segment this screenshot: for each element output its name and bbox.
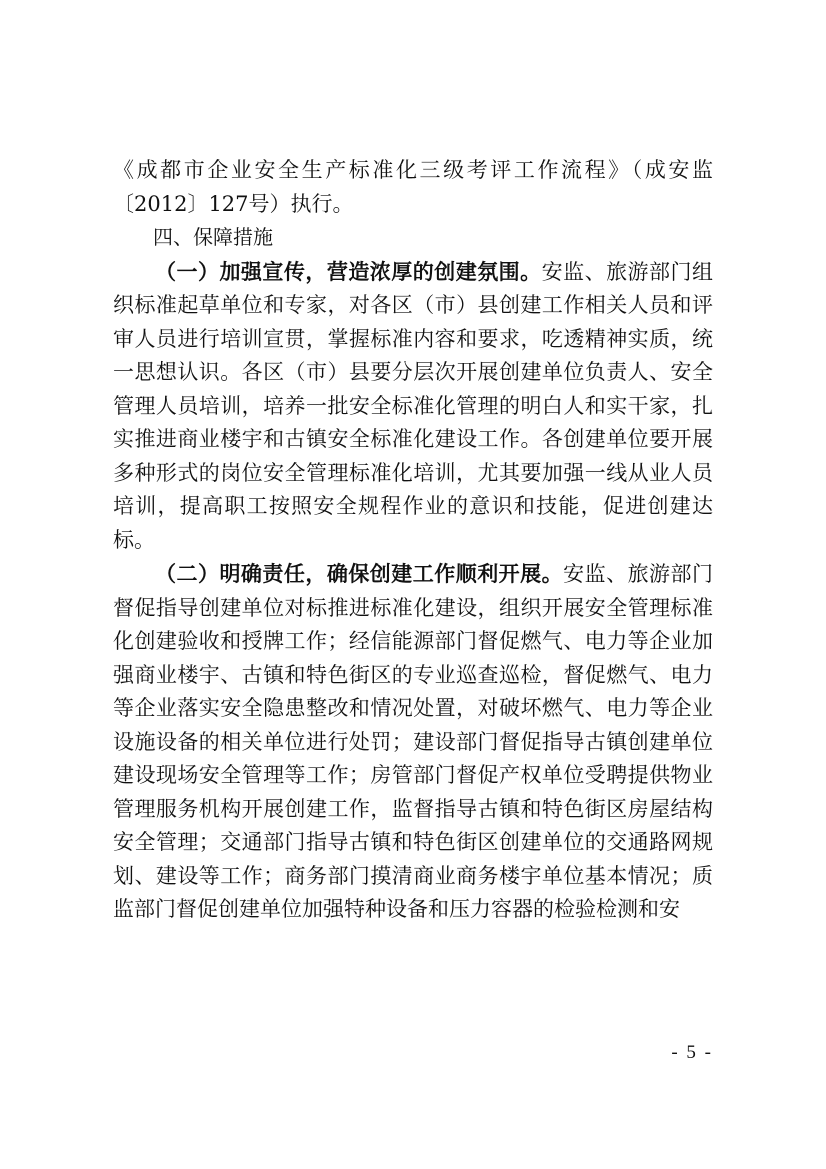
paragraph-lead: （一）加强宣传，营造浓厚的创建氛围。 [155,258,542,284]
page-number: - 5 - [671,1042,713,1063]
paragraph-publicity [113,255,713,558]
paragraph-body: 安监、旅游部门组织标准起草单位和专家，对各区（市）县创建工作相关人员和评审人员进行培训宣贯，掌握标准内容和要求，吃透精神实质，统一思想认识。各区（市）县要分层次开展创建单位负责人、安全管理人员培训，培养一批安全标准化管理的明白人和实干家，扎实推进商业楼宇和古镇安全标准化建设工作。各创建单位要开展多种形式的岗位安全管理标准化培训，尤其要加强一线从业人员培训，提高职工按照安全规程作业的意识和技能，促进创建达标。 [113,259,713,552]
paragraph-body: 安监、旅游部门督促指导创建单位对标推进标准化建设，组织开展安全管理标准化创建验收和授牌工作；经信能源部门督促燃气、电力等企业加强商业楼宇、古镇和特色街区的专业巡查巡检，督促燃气、电力等企业落实安全隐患整改和情况处置，对破坏燃气、电力等企业设施设备的相关单位进行处罚；建设部门督促指导古镇创建单位建设现场安全管理等工作；房管部门督促产权单位受聘提供物业管理服务机构开展创建工作，监督指导古镇和特色街区房屋结构安全管理；交通部门指导古镇和特色街区创建单位的交通路网规划、建设等工作；商务部门摸清商业商务楼宇单位基本情况；质监部门督促创建单位加强特种设备和压力容器的检验检测和安 [113,562,714,921]
paragraph-responsibility [113,557,713,927]
section-heading: 四、保障措施 [153,225,273,249]
continuation-paragraph: 《成都市企业安全生产标准化三级考评工作流程》（成安监〔2012〕127号）执行。 [113,158,713,216]
body-text [113,154,713,927]
paragraph-lead: （二）明确责任，确保创建工作顺利开展。 [155,561,564,586]
